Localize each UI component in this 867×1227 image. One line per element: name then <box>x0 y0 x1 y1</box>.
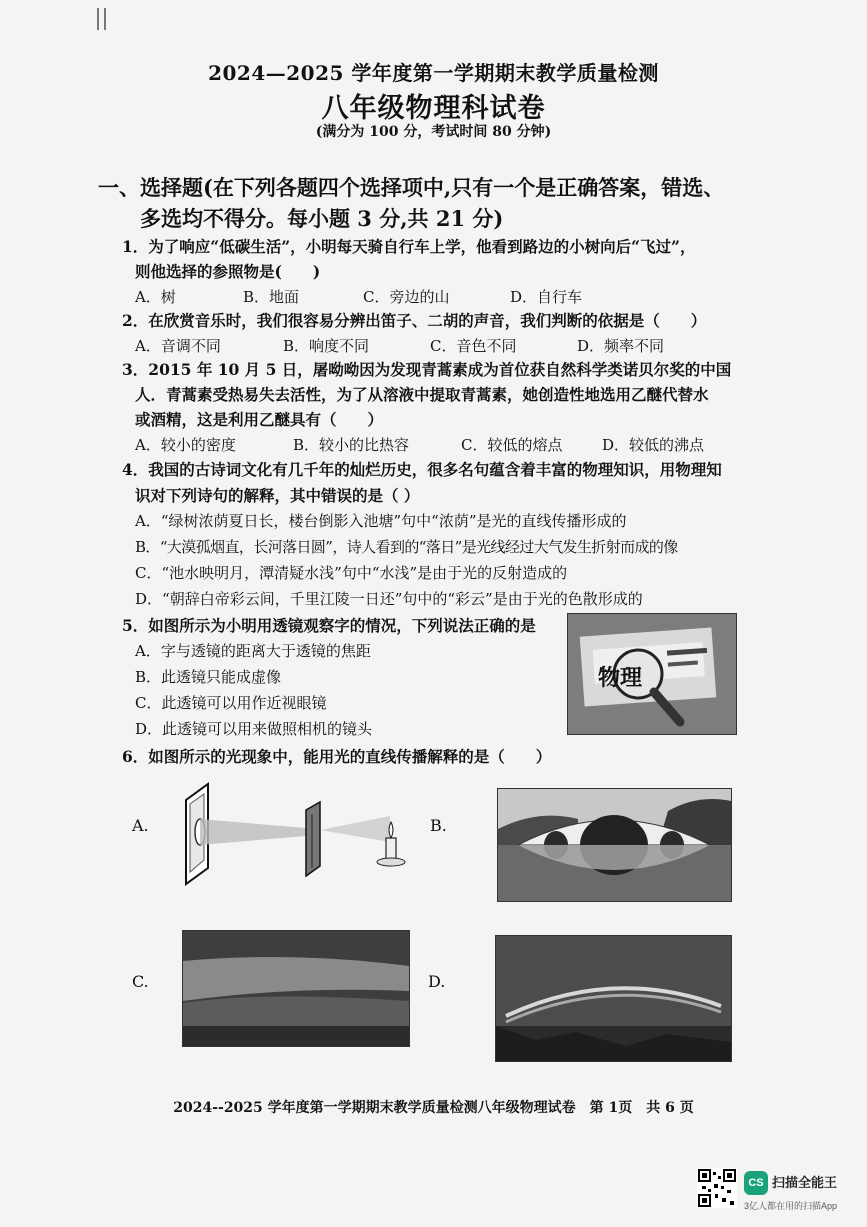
q4-option-d: D．“朝辞白帝彩云间，千里江陵一日还”句中的“彩云”是由于光的色散形成的 <box>135 590 643 608</box>
q1-option-a: A．树 <box>135 288 176 306</box>
q6-figure-b-bridge-illustration <box>498 789 731 901</box>
q5-option-a: A．字与透镜的距离大于透镜的焦距 <box>135 642 371 660</box>
q2-option-d: D．频率不同 <box>577 337 665 355</box>
q1-option-b: B．地面 <box>243 288 300 306</box>
question-4: 4．我国的古诗词文化有几千年的灿烂历史，很多名句蕴含着丰富的物理知识，用物理知 <box>122 460 722 479</box>
question-5: 5．如图所示为小明用透镜观察字的情况，下列说法正确的是 <box>122 616 536 635</box>
q5-option-d: D．此透镜可以用来做照相机的镜头 <box>135 720 373 738</box>
q6-figure-d-photo <box>495 935 732 1062</box>
q3-option-a: A．较小的密度 <box>135 436 236 454</box>
exam-subtitle: (满分为 100 分，考试时间 80 分钟) <box>315 124 552 140</box>
camscanner-logo-icon: CS <box>744 1171 768 1195</box>
q6-figure-b-label: B. <box>430 816 447 835</box>
q4-option-b: B．“大漠孤烟直，长河落日圆”，诗人看到的“落日”是光线经过大气发生折射而成的像 <box>135 538 678 556</box>
q6-figure-a-label: A. <box>132 816 149 835</box>
question-4-cont: 识对下列诗句的解释，其中错误的是（ ） <box>135 486 420 505</box>
q3-option-d: D．较低的沸点 <box>602 436 705 454</box>
question-6: 6．如图所示的光现象中，能用光的直线传播解释的是（ ） <box>122 747 552 766</box>
q2-option-c: C．音色不同 <box>430 337 517 355</box>
exam-title-line1: 2024—2025 学年度第一学期期末教学质量检测 <box>208 61 659 85</box>
q6-figure-b-bridge-photo <box>497 788 732 902</box>
camscanner-name: 扫描全能王 <box>772 1175 838 1190</box>
qr-code-icon <box>697 1168 737 1208</box>
exam-title-line2: 八年级物理科试卷 <box>321 93 546 124</box>
q5-option-b: B．此透镜只能成虚像 <box>135 668 282 686</box>
q5-figure-text: 物理 <box>598 665 643 691</box>
q6-figure-a-pinhole-diagram <box>178 780 418 890</box>
section-heading-cont: 多选均不得分。每小题 3 分,共 21 分) <box>140 206 504 231</box>
q2-option-a: A．音调不同 <box>135 337 221 355</box>
q4-option-a: A．“绿树浓荫夏日长，楼台倒影入池塘”句中“浓荫”是光的直线传播形成的 <box>135 512 627 530</box>
q4-option-c: C．“池水映明月，潭清疑水浅”句中“水浅”是由于光的反射造成的 <box>135 564 568 582</box>
q1-option-c: C．旁边的山 <box>363 288 450 306</box>
q6-figure-d-label: D. <box>428 972 446 991</box>
q6-figure-c-illustration <box>183 931 409 1046</box>
q3-option-b: B．较小的比热容 <box>293 436 410 454</box>
question-2: 2．在欣赏音乐时，我们很容易分辨出笛子、二胡的声音，我们判断的依据是（ ） <box>122 311 707 330</box>
question-1-cont: 则他选择的参照物是( ) <box>135 262 321 281</box>
scan-edge-mark <box>97 8 106 30</box>
q5-lens-photo <box>567 613 737 735</box>
section-heading: 一、选择题(在下列各题四个选择项中,只有一个是正确答案，错选、 <box>98 175 725 200</box>
camscanner-tagline: 3亿人都在用的扫描App <box>744 1201 838 1211</box>
q1-option-d: D．自行车 <box>510 288 583 306</box>
page-footer: 2024--2025 学年度第一学期期末教学质量检测八年级物理试卷 第 1页 共 6 页 <box>173 1100 694 1116</box>
q2-option-b: B．响度不同 <box>283 337 370 355</box>
q3-option-c: C．较低的熔点 <box>461 436 563 454</box>
q6-figure-c-label: C. <box>132 972 149 991</box>
question-3-cont-2: 或酒精，这是利用乙醚具有（ ） <box>135 410 384 429</box>
q5-option-c: C．此透镜可以用作近视眼镜 <box>135 694 327 712</box>
q6-figure-d-illustration <box>496 936 731 1061</box>
q5-lens-illustration <box>568 614 736 734</box>
qr-code-graphic <box>697 1168 737 1208</box>
q6-figure-c-photo <box>182 930 410 1047</box>
question-1: 1．为了响应“低碳生活”，小明每天骑自行车上学，他看到路边的小树向后“飞过”， <box>122 237 696 256</box>
question-3: 3．2015 年 10 月 5 日，屠呦呦因为发现青蒿素成为首位获自然科学类诺贝尔奖的中国 <box>122 360 732 379</box>
question-3-cont-1: 人．青蒿素受热易失去活性，为了从溶液中提取青蒿素，她创造性地选用乙醚代替水 <box>135 385 709 404</box>
